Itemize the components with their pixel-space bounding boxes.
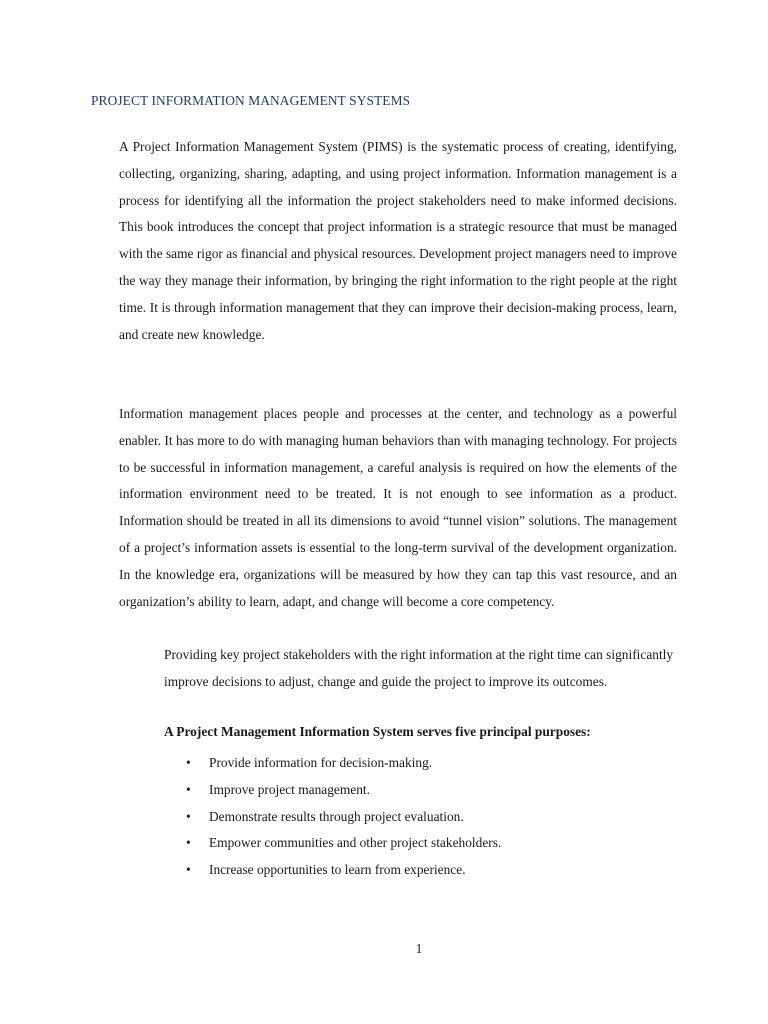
page-number: 1 [415,941,423,956]
list-item [186,777,501,804]
list-item [186,804,501,831]
list-item-text: Empower communities and other project stakeholders. [209,835,502,851]
list-item [186,830,501,857]
bullet-icon: • [186,755,191,770]
bullet-icon: • [186,808,191,824]
purposes-list [186,750,501,884]
bullet-icon: • [186,862,191,878]
purposes-heading: A Project Management Information System serves five principal purposes: [164,724,591,739]
paragraph-intro: A Project Information Management System (PIMS) is the systematic process of creating, identifying, collecting, organizing, sharing, adapting, and using project information. Information management is a process for identifying all the information the project stakeholders need to make informed decisions. This book introduces the concept that project information is a strategic resource that must be managed with the same rigor as financial and physical resources. Development project managers need to improve the way they manage their information, by bringing the right information to the right people at the right time. It is through information management that they can improve their decision-making process, learn, and create new knowledge. [119,139,677,342]
list-item [186,857,501,884]
list-item [186,750,501,777]
paragraph-indented: Providing key project stakeholders with the right information at the right time can significantly improve decisions to adjust, change and guide the project to improve its outcomes. [164,647,674,689]
list-item-text: Increase opportunities to learn from experience. [209,862,466,878]
paragraph-information-management: Information management places people and processes at the center, and technology as a powerful enabler. It has more to do with managing human behaviors than with managing technology. For projects to be successful in information management, a careful analysis is required on how the elements of the information environment need to be treated. It is not enough to see information as a product. Information should be treated in all its dimensions to avoid “tunnel vision” solutions. The management of a project’s information assets is essential to the long-term survival of the development organization. In the knowledge era, organizations will be measured by how they can tap this vast resource, and an organization’s ability to learn, adapt, and change will become a core competency. [119,406,677,609]
list-item-text: Improve project management. [209,781,370,797]
document-title: PROJECT INFORMATION MANAGEMENT SYSTEMS [91,93,411,108]
list-item-text: Provide information for decision-making. [209,755,433,770]
bullet-icon: • [186,781,191,797]
list-item-text: Demonstrate results through project evaluation. [209,808,464,824]
bullet-icon: • [186,835,191,851]
